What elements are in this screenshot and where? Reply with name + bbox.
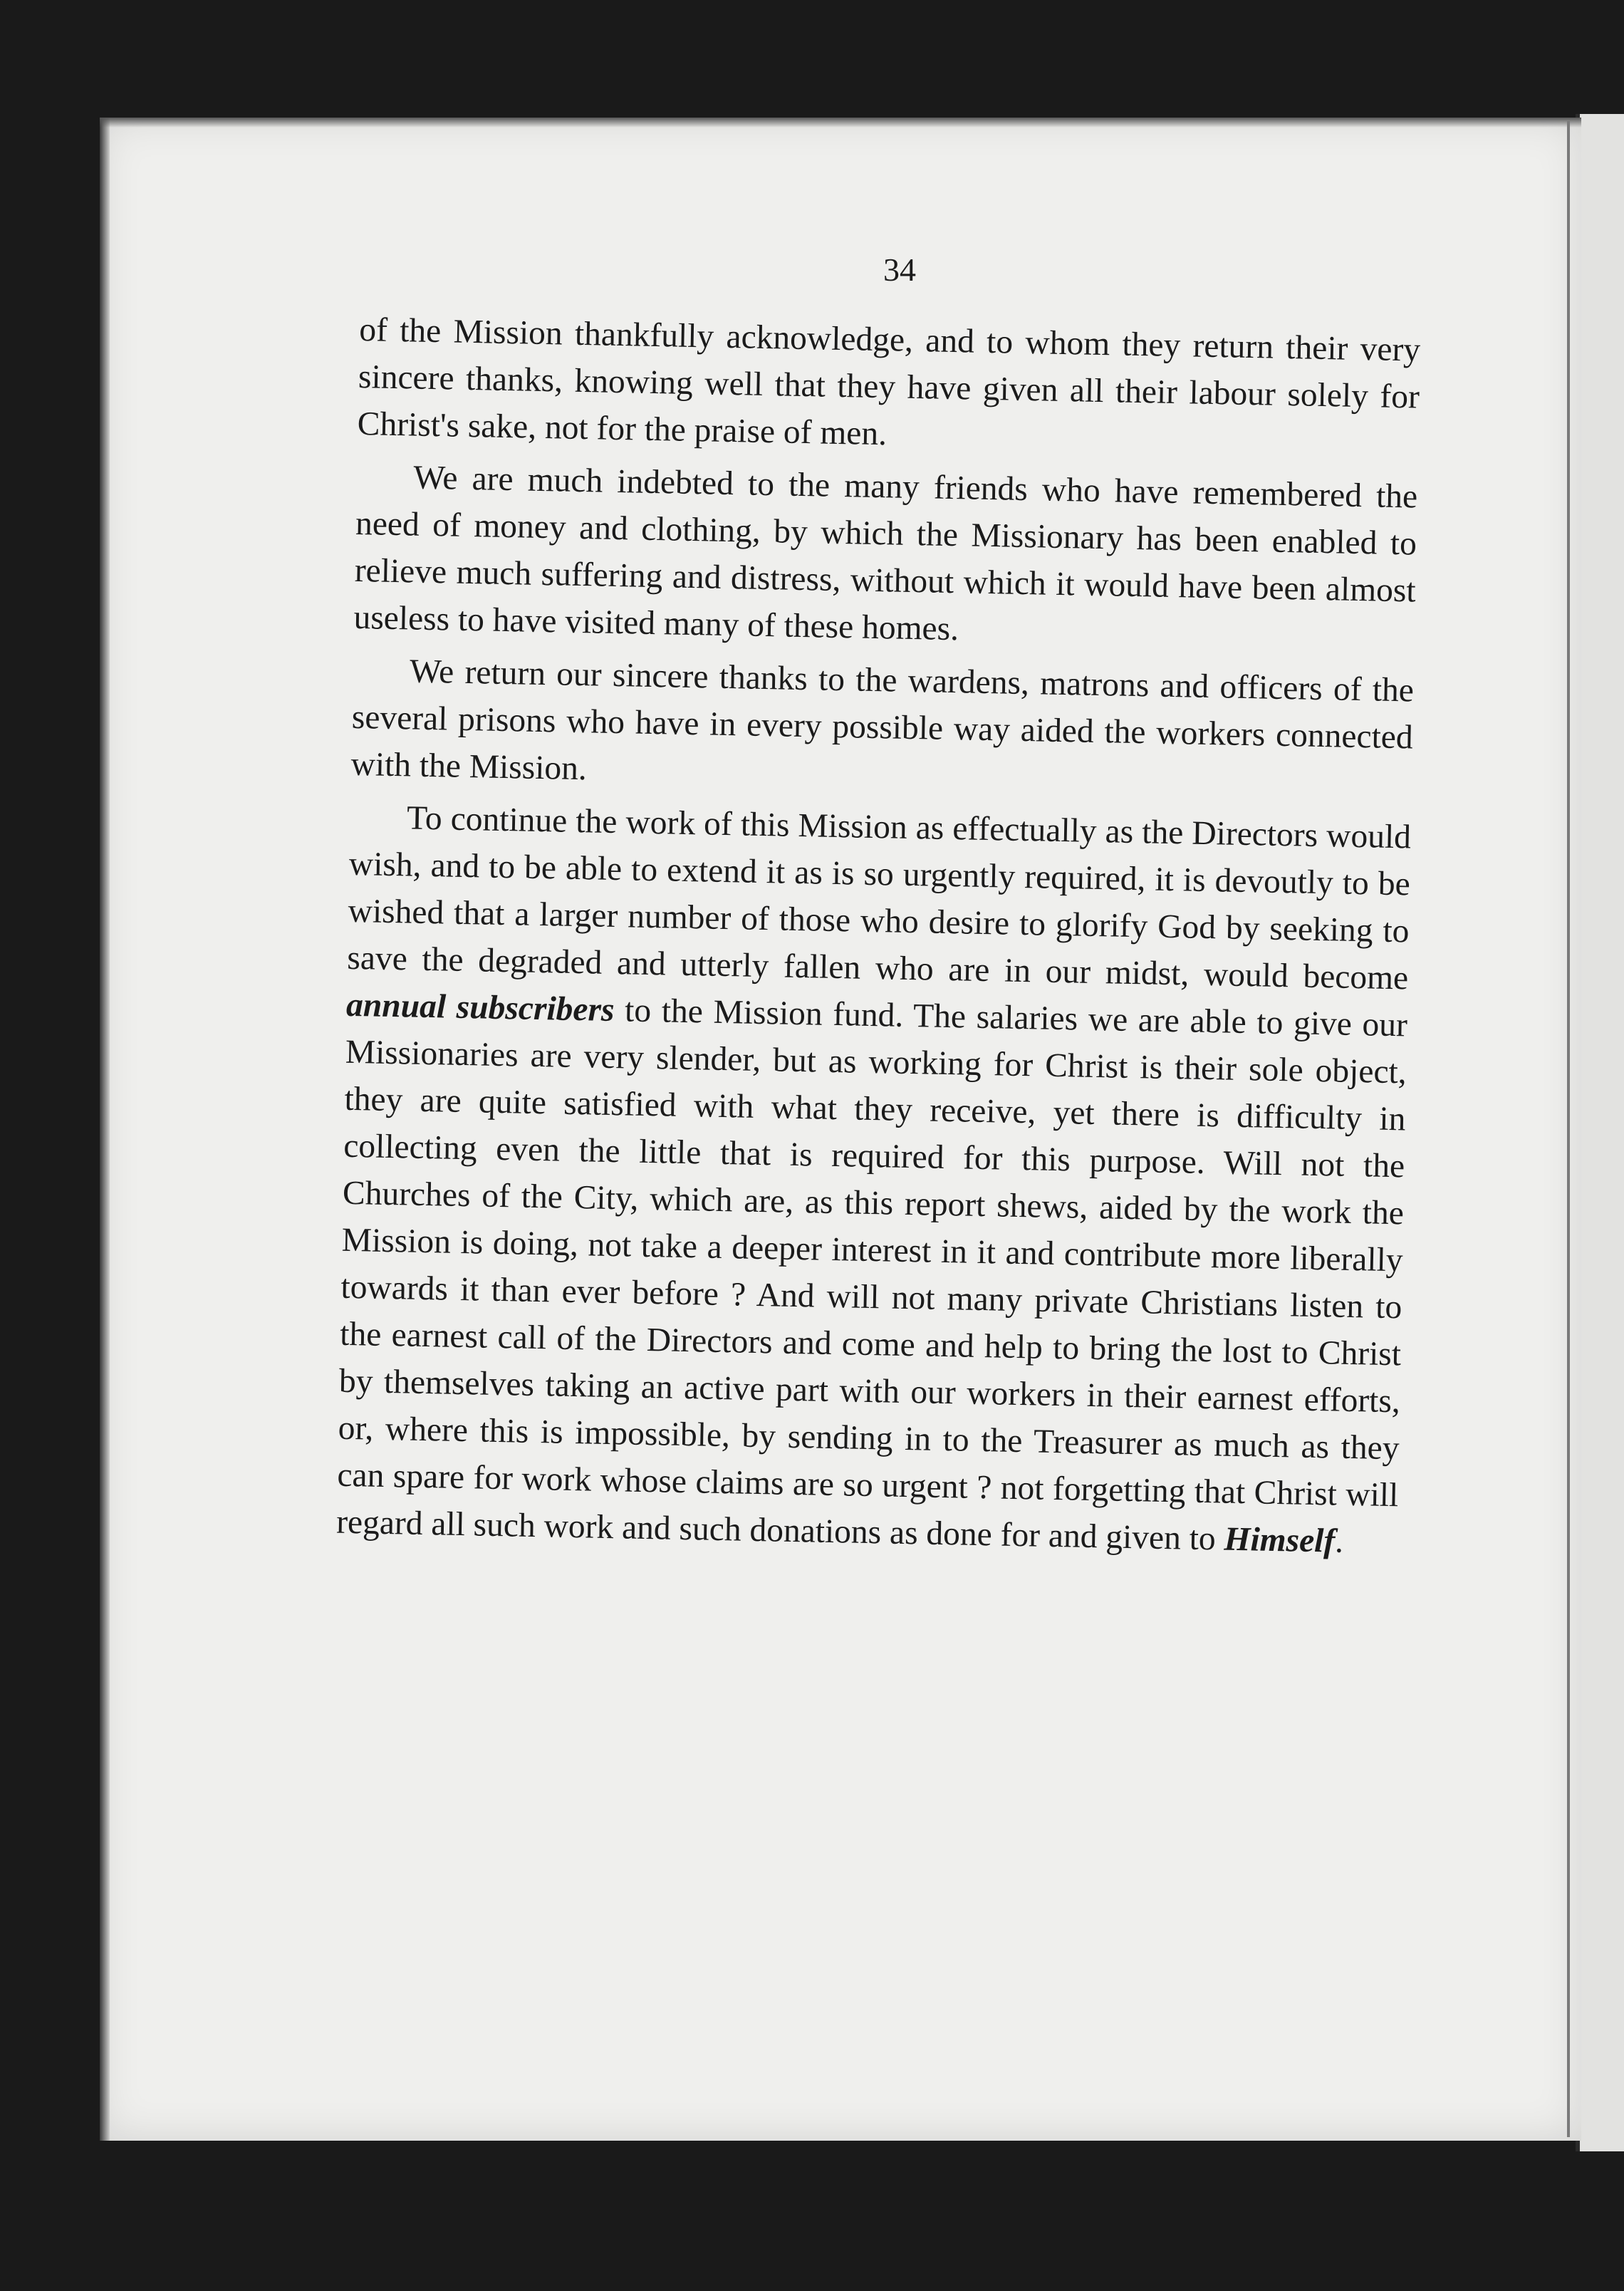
paragraph-continuation: of the Mission thankfully acknowledge, and to whom they return their very sincere thanks, knowing well that they have given all their labour solely for Christ's sake, not for the praise of men. [357, 311, 1421, 453]
page-gutter [1567, 121, 1570, 2137]
paragraph-appeal [336, 794, 1412, 1566]
page-number: 34 [883, 251, 916, 288]
paragraph-prisons: We return our sincere thanks to the wardens, matrons and officers of the several prisons who have in every possible way aided the workers connected with the Mission. [350, 653, 1415, 788]
appeal-text-end: . [1334, 1522, 1344, 1560]
body-text [335, 306, 1420, 1572]
appeal-text-middle: to the Mission fund. The salaries we are able to give our Missionaries are very slender, but as working for Christ is their sole object, they are quite satisfied with what they receive, yet there is difficulty in collecting even the little that is required for this purpose. Will not the Churches of the City, which are, as this report shews, aided by the work the Mission is doing, not take a deeper interest in it and contribute more liberally towards it than ever before ? And will not many private Christians listen to the earnest call of the Directors and come and help to bring the lost to Christ by themselves taking an active part with our workers in their earnest efforts, or, where this is impossible, by sending in to the Treasurer as much as they can spare for work whose claims are so urgent ? not forgetting that Christ will regard all such work and such donations as done for and given to [335, 992, 1408, 1558]
adjacent-page-edge [1576, 114, 1624, 2151]
page-top-shadow [100, 118, 1581, 128]
paragraph-friends: We are much indebted to the many friends who have remembered the need of money and clothing, by which the Missionary has been enabled to relieve much suffering and distress, without which it would have been almost useless to have visited many of these homes. [353, 459, 1418, 648]
appeal-text-start: To continue the work of this Mission as effectually as the Directors would wish, and to be able to extend it as is so urgently required, it is devoutly to be wished that a larger number of those who desire to glorify God by seeking to save the degraded and utterly fallen who are in our midst, would become [346, 799, 1412, 997]
page-left-edge [100, 118, 110, 2141]
appeal-emphasis-himself: Himself [1224, 1520, 1336, 1560]
appeal-emphasis-subscribers: annual subscribers [345, 986, 615, 1029]
